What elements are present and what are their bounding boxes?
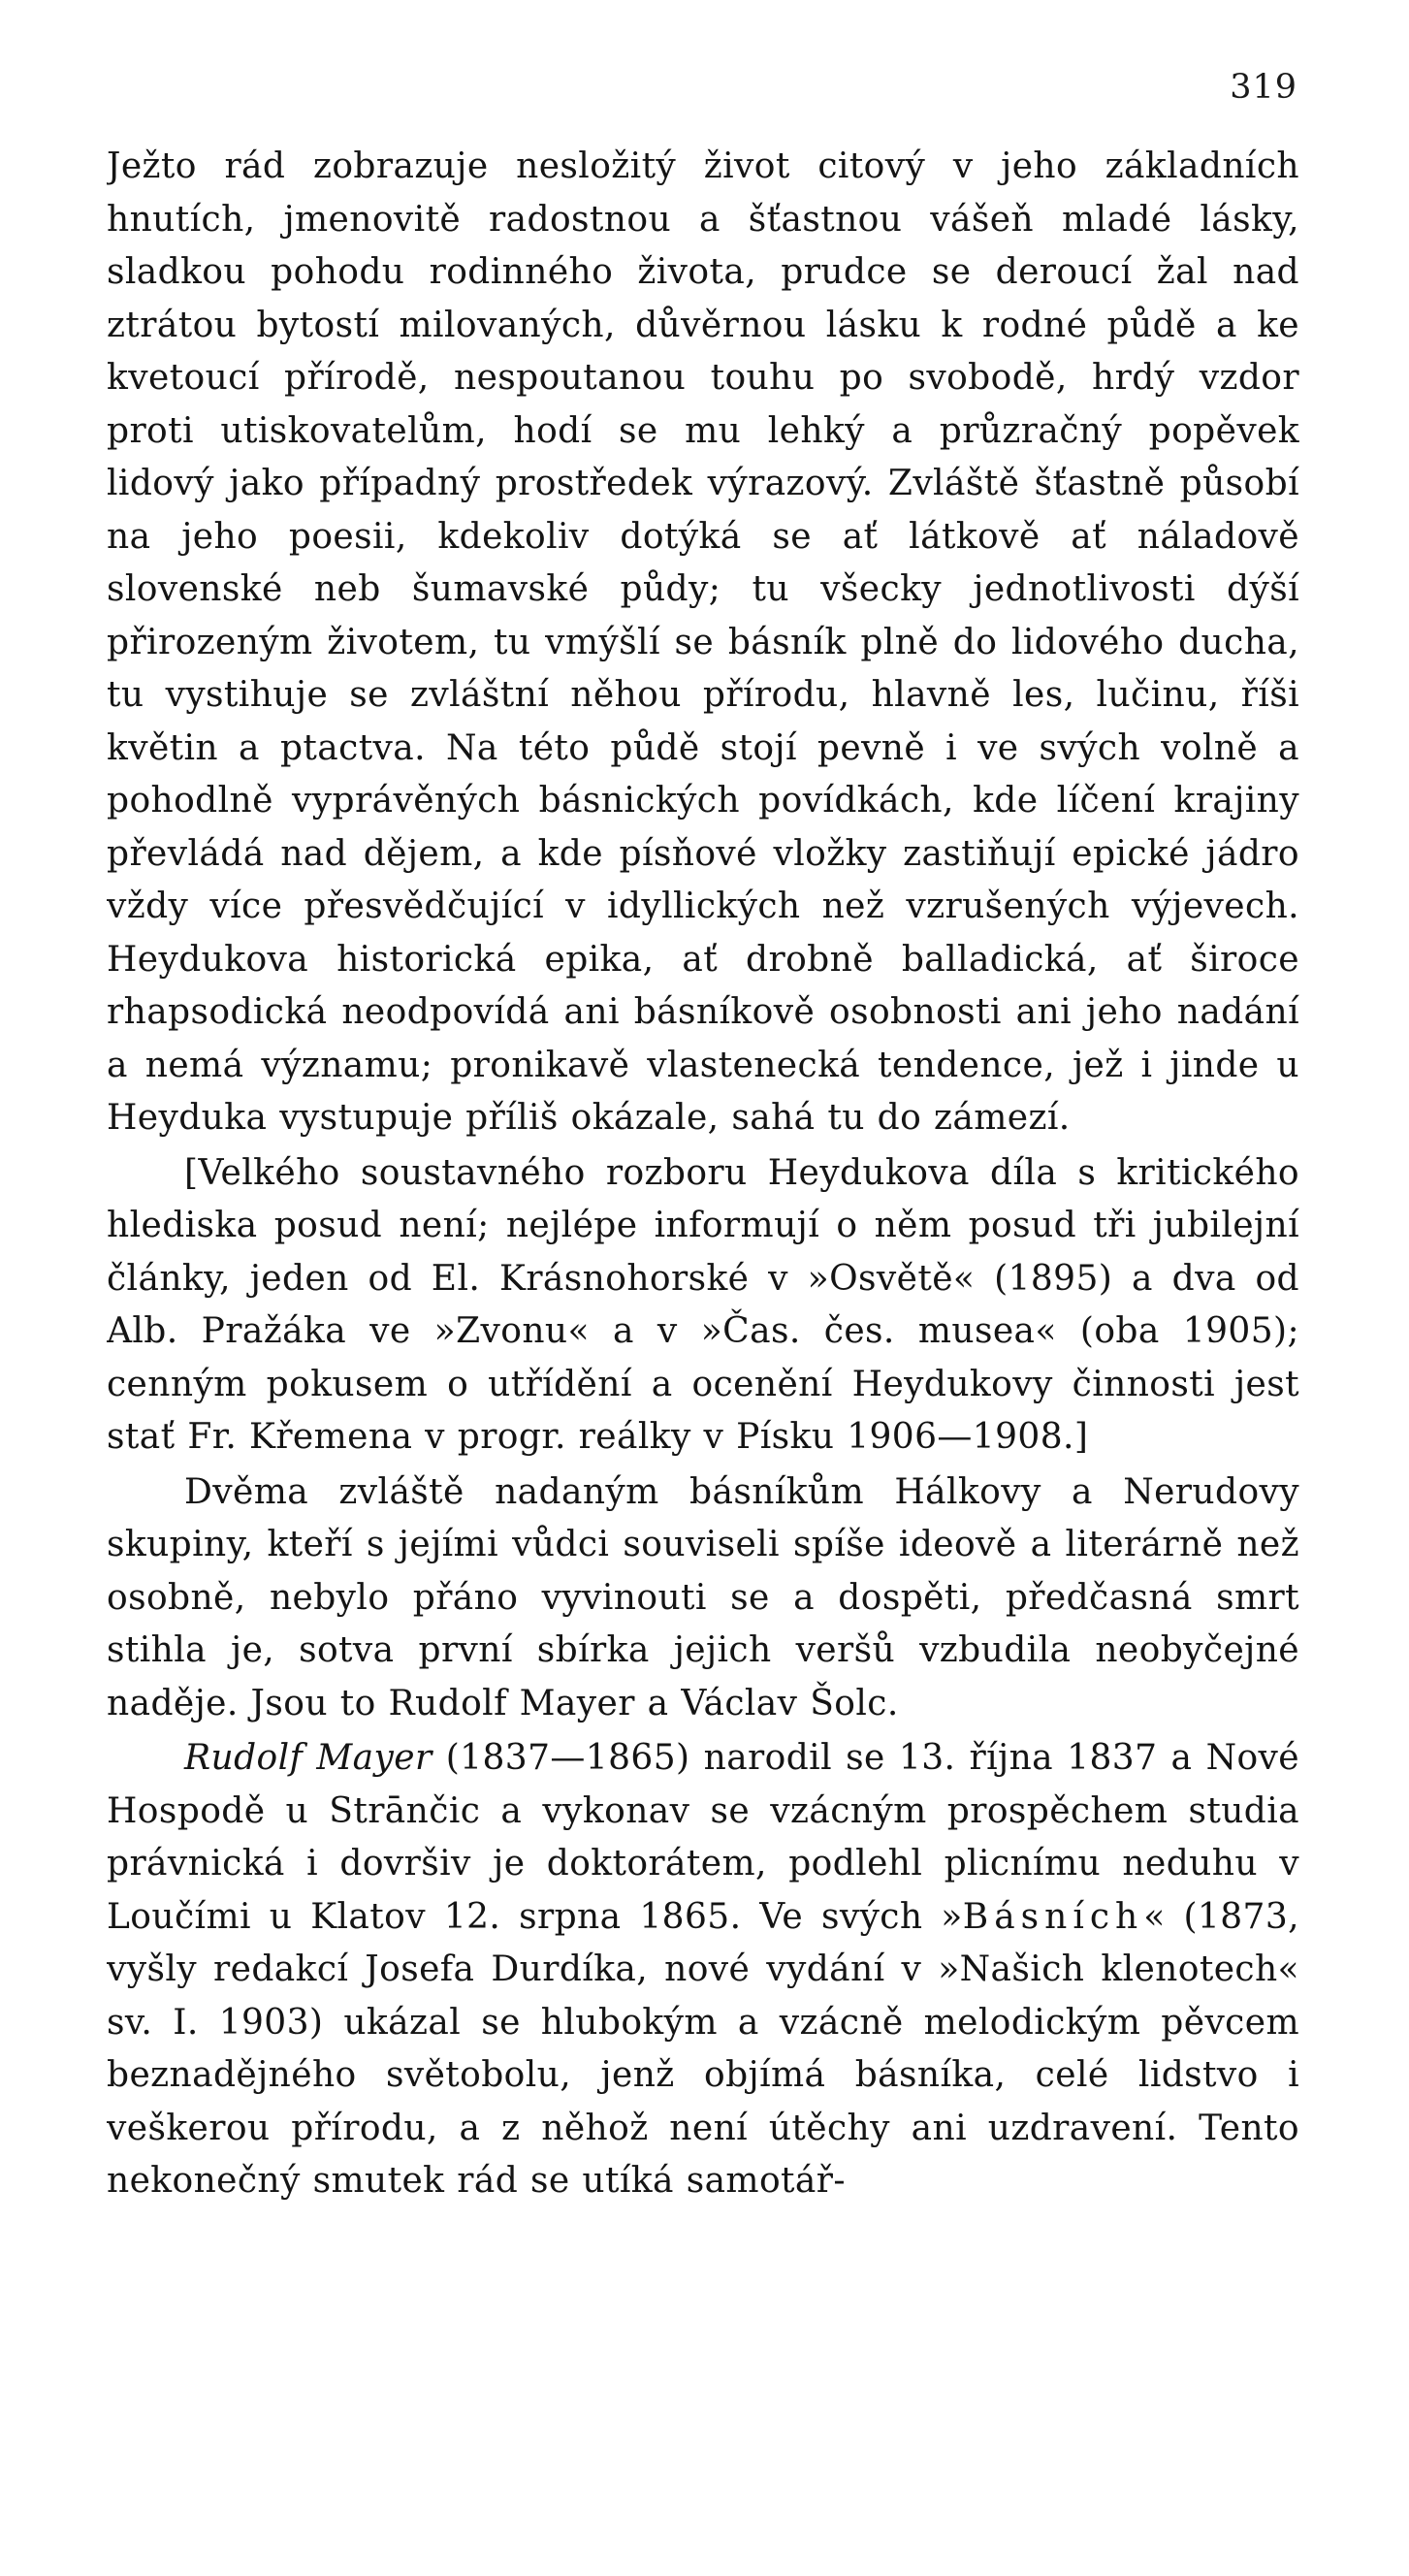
work-title-spaced: Básních (962, 1896, 1144, 1937)
page-text (107, 141, 1299, 2546)
paragraph-text-segment: « (1873, vyšly redakcí Josefa Durdíka, nové vydání v »Našich klenotech« sv. I. 1903) ukázal se hlubokým a vzácně melodickým pěvcem beznadějného světobolu, jenž objímá básníka, celé lidstvo i veškerou přírodu, a z něhož není útěchy ani uzdravení. Tento nekonečný smutek rád se utíká samotář- (107, 1896, 1299, 2201)
paragraph-mayer-solc-intro: Dvěma zvláště nadaným básníkům Hálkovy a Nerudovy skupiny, kteří s jejími vůdci souviseli spíše ideově a literárně než osobně, nebylo přáno vyvinouti se a dospěti, předčasná smrt stihla je, sotva první sbírka jejich veršů vzbudila neobyčejné naděje. Jsou to Rudolf Mayer a Václav Šolc. (107, 1471, 1299, 1723)
paragraph-text-segment: (1837—1865) narodil se 13. října 1837 a Nové Hospodě u Strānčic a vykonav se vzácným prospěchem studia právnická i dovršiv je doktorátem, podlehl plicnímu neduhu v Loučími u Klatov 12. srpna 1865. Ve svých » (107, 1738, 1299, 1937)
paragraph-bibliography-note: [Velkého soustavného rozboru Heydukova díla s kritického hlediska posud není; nejlépe informují o něm posud tři jubilejní články, jeden od El. Krásnohorské v »Osvětě« (1895) a dva od Alb. Pražáka ve »Zvonu« a v »Čas. čes. musea« (oba 1905); cenným pokusem o utřídění a ocenění Heydukovy činnosti jest stať Fr. Křemena v progr. reálky v Písku 1906—1908.] (107, 1152, 1299, 1457)
page-number: 319 (1230, 68, 1297, 107)
paragraph-heyduk-style: Ježto rád zobrazuje nesložitý život citový v jeho základních hnutích, jmenovitě radostnou a šťastnou vášeň mladé lásky, sladkou pohodu rodinného života, prudce se deroucí žal nad ztrátou bytostí milovaných, důvěrnou lásku k rodné půdě a ke kvetoucí přírodě, nespoutanou touhu po svobodě, hrdý vzdor proti utiskovatelům, hodí se mu lehký a průzračný popěvek lidový jako případný prostředek výrazový. Zvláště šťastně působí na jeho poesii, kdekoliv dotýká se ať látkově ať náladově slovenské neb šumavské půdy; tu všecky jednotlivosti dýší přirozeným životem, tu vmýšlí se básník plně do lidového ducha, tu vystihuje se zvláštní něhou přírodu, hlavně les, lučinu, říši květin a ptactva. Na této půdě stojí pevně i ve svých volně a pohodlně vyprávěných básnických povídkách, kde líčení krajiny převládá nad dějem, a kde písňové vložky zastiňují epické jádro vždy více přesvědčující v idyllických než vzrušených výjevech. Heydukova historická epika, ať drobně balladická, ať široce rhapsodická neodpovídá ani básníkově osobnosti ani jeho nadání a nemá významu; pronikavě vlastenecká tendence, jež i jinde u Heyduka vystupuje příliš okázale, sahá tu do zámezí. (107, 146, 1299, 1138)
paragraph-rudolf-mayer (107, 1732, 1299, 2208)
author-name-italic: Rudolf Mayer (184, 1738, 432, 1778)
